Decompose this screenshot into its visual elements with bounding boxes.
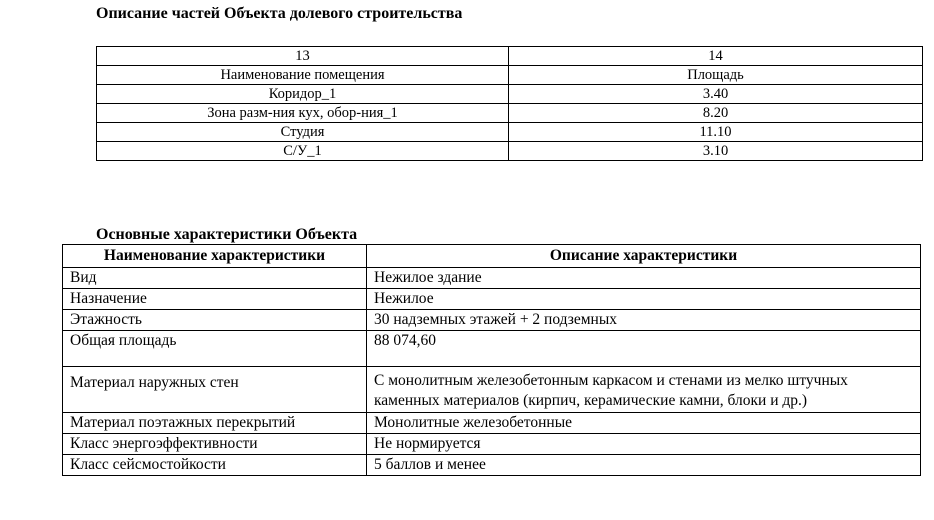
table-row [63, 310, 921, 331]
table-row [97, 85, 923, 104]
header-characteristic-description: Описание характеристики [367, 245, 921, 268]
characteristic-name-cell: Класс энергоэффективности [63, 434, 367, 455]
characteristic-value-cell: Нежилое [367, 289, 921, 310]
table-row [63, 289, 921, 310]
characteristic-name-cell: Вид [63, 268, 367, 289]
table-row [97, 142, 923, 161]
characteristic-name-cell: Назначение [63, 289, 367, 310]
table-header-row [97, 66, 923, 85]
characteristic-name-cell: Общая площадь [63, 331, 367, 367]
table-row [97, 104, 923, 123]
header-room-name: Наименование помещения [97, 66, 509, 85]
table-row [63, 413, 921, 434]
room-area-cell: 3.40 [509, 85, 923, 104]
characteristic-value-cell: С монолитным железобетонным каркасом и стенами из мелко штучных каменных материалов (кирпич, керамические камни, блоки и др.) [367, 367, 921, 413]
characteristic-value-cell: Нежилое здание [367, 268, 921, 289]
table-row [97, 123, 923, 142]
characteristic-value-cell: Монолитные железобетонные [367, 413, 921, 434]
room-area-cell: 3.10 [509, 142, 923, 161]
table-row [63, 455, 921, 476]
room-area-cell: 8.20 [509, 104, 923, 123]
characteristic-value-cell: 5 баллов и менее [367, 455, 921, 476]
characteristic-name-cell: Материал наружных стен [63, 367, 367, 413]
characteristic-value-cell: Не нормируется [367, 434, 921, 455]
characteristic-value-cell: 88 074,60 [367, 331, 921, 367]
characteristic-name-cell: Этажность [63, 310, 367, 331]
column-number-cell: 13 [97, 47, 509, 66]
table-row [63, 331, 921, 367]
characteristic-value-cell: 30 надземных этажей + 2 подземных [367, 310, 921, 331]
room-area-cell: 11.10 [509, 123, 923, 142]
room-name-cell: Студия [97, 123, 509, 142]
section-heading-parts: Описание частей Объекта долевого строительства [96, 5, 463, 22]
premises-table [96, 46, 923, 161]
header-characteristic-name: Наименование характеристики [63, 245, 367, 268]
column-number-cell: 14 [509, 47, 923, 66]
room-name-cell: Коридор_1 [97, 85, 509, 104]
table-header-row [63, 245, 921, 268]
table-row [63, 367, 921, 413]
characteristic-name-cell: Класс сейсмостойкости [63, 455, 367, 476]
table-row [63, 268, 921, 289]
column-number-row [97, 47, 923, 66]
room-name-cell: Зона разм-ния кух, обор-ния_1 [97, 104, 509, 123]
room-name-cell: С/У_1 [97, 142, 509, 161]
header-area: Площадь [509, 66, 923, 85]
characteristics-table [62, 244, 921, 476]
table-row [63, 434, 921, 455]
section-heading-characteristics: Основные характеристики Объекта [96, 226, 358, 243]
characteristic-name-cell: Материал поэтажных перекрытий [63, 413, 367, 434]
